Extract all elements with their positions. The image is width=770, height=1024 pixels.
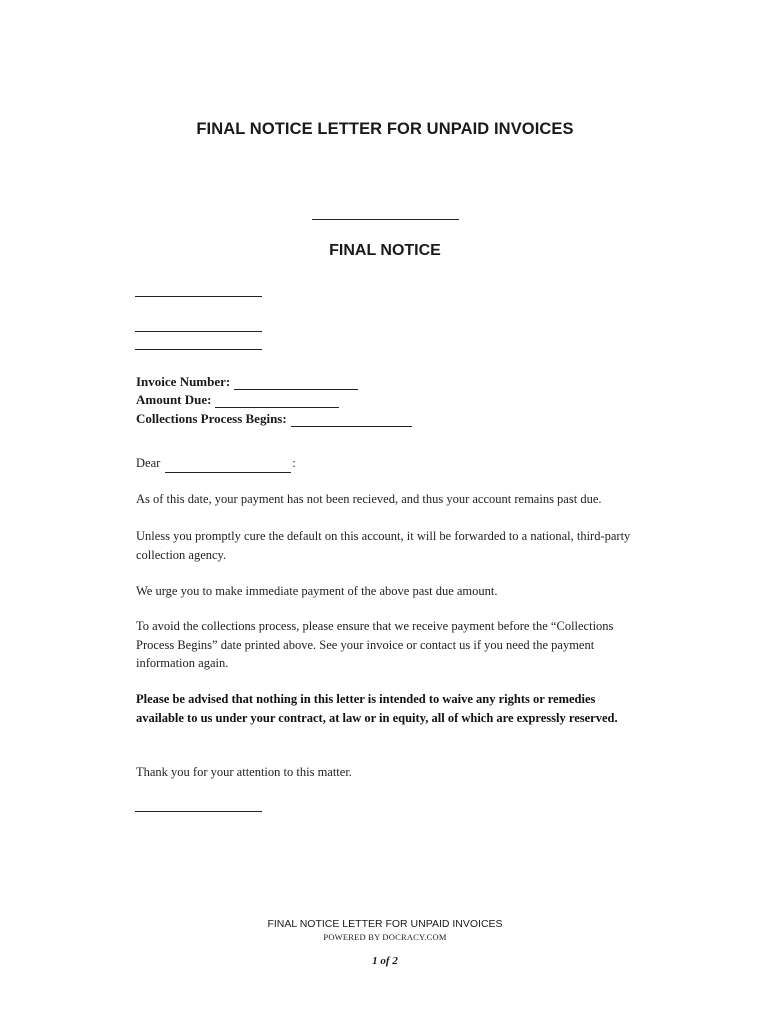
paragraph-urge-payment: We urge you to make immediate payment of the above past due amount.: [136, 584, 498, 598]
notice-heading: FINAL NOTICE: [329, 242, 441, 259]
collections-label: Collections Process Begins:: [136, 411, 287, 426]
paragraph-thank-you: Thank you for your attention to this matter.: [136, 765, 352, 779]
amount-due-blank: [215, 395, 339, 408]
salutation: [136, 454, 636, 473]
invoice-number-label: Invoice Number:: [136, 374, 231, 389]
invoice-number-blank: [234, 377, 358, 390]
recipient-line-2: [135, 349, 262, 350]
footer-title: FINAL NOTICE LETTER FOR UNPAID INVOICES: [267, 918, 503, 930]
paragraph-collection-agency: Unless you promptly cure the default on this account, it will be forwarded to a national, third-party collection agency.: [136, 529, 631, 562]
paragraph-avoid-collections: To avoid the collections process, please ensure that we receive payment before the “Collections Process Begins” date printed above. See your invoice or contact us if you need the payment information again.: [136, 619, 614, 670]
salutation-text: Dear: [136, 456, 161, 470]
footer-powered-by: POWERED BY DOCRACY.COM: [323, 932, 447, 942]
date-line: [135, 296, 262, 297]
salutation-colon: :: [292, 456, 296, 470]
recipient-line-1: [135, 331, 262, 332]
document-title: FINAL NOTICE LETTER FOR UNPAID INVOICES: [196, 120, 574, 138]
collections-blank: [291, 414, 412, 427]
paragraph-past-due: As of this date, your payment has not been recieved, and thus your account remains past due.: [136, 492, 602, 506]
page-number: 1 of 2: [372, 955, 398, 967]
invoice-number-row: [136, 374, 358, 390]
amount-due-row: [136, 392, 339, 408]
signature-line: [135, 811, 262, 812]
sender-name-line: [312, 219, 459, 220]
collections-row: [136, 411, 412, 427]
salutation-blank: [165, 460, 291, 473]
amount-due-label: Amount Due:: [136, 392, 212, 407]
paragraph-rights-reserved: Please be advised that nothing in this letter is intended to waive any rights or remedies available to us under your contract, at law or in equity, all of which are expressly reserved.: [136, 692, 618, 725]
